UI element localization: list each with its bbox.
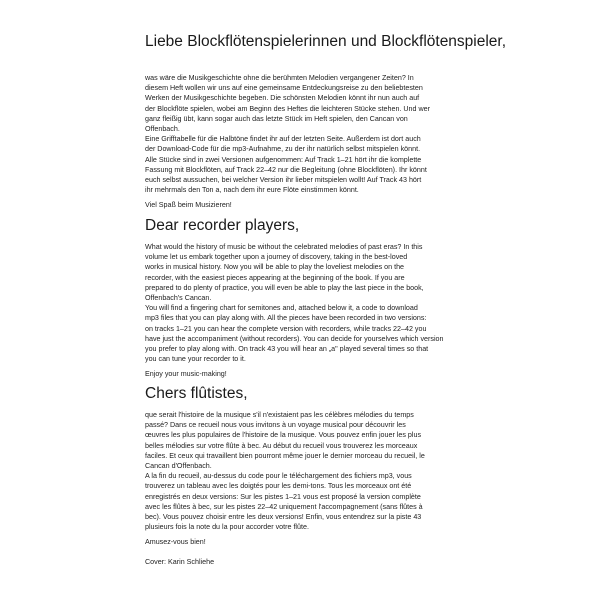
french-line: trouverez un tableau avec les doigtés pour les demi-tons. Tous les morceaux ont été [145, 482, 412, 491]
french-line: Cancan d'Offenbach. [145, 462, 212, 471]
german-heading: Liebe Blockflötenspielerinnen und Blockflötenspieler, [145, 33, 507, 50]
english-line: prepared to do plenty of practice, you will even be able to play the last piece in the book, [145, 283, 424, 292]
french-line: que serait l'histoire de la musique s'il n'existaient pas les célèbres mélodies du temps [145, 411, 414, 419]
french-line: passé? Dans ce recueil nous vous invitons à un voyage musical pour découvrir les [145, 421, 406, 430]
french-line: œuvres les plus populaires de l'histoire de la musique. Vous pouvez enfin jouer les plus [145, 431, 422, 440]
german-closing: Viel Spaß beim Musizieren! [145, 201, 232, 209]
english-line: mp3 files that you can play along with. All the pieces have been recorded in two versions: [145, 314, 427, 323]
french-line: belles mélodies sur votre flûte à bec. Au début du recueil vous trouverez les morceaux [145, 441, 418, 450]
english-line: Offenbach's Cancan. [145, 294, 212, 303]
english-line: volume let us embark together upon a journey of discovery, taking in the best-loved [145, 253, 408, 262]
french-line: avec les flûtes à bec, sur les pistes 22–42 uniquement l'accompagnement (sans flûtes à [145, 502, 423, 511]
french-line: faciles. Et ceux qui travaillent bien pourront même jouer le dernier morceau du recueil, le [145, 451, 425, 460]
german-line: Werken der Musikgeschichte begeben. Die schönsten Melodien könnt ihr nun auch auf [145, 94, 420, 103]
french-line: bec). Vous pouvez choisir entre les deux versions! Enfin, vous entendrez sur la piste 43 [145, 513, 422, 522]
english-closing: Enjoy your music-making! [145, 370, 227, 378]
french-closing: Amusez-vous bien! [145, 538, 206, 546]
french-heading: Chers flûtistes, [145, 385, 248, 402]
german-line: Eine Grifftabelle für die Halbtöne findet ihr auf der letzten Seite. Außerdem ist dort auch [145, 135, 421, 144]
english-line: recorder, with the easiest pieces appearing at the beginning of the book. If you are [145, 273, 405, 282]
german-line: der Blockflöte spielen, wobei am Beginn des Heftes die leichteren Stücke stehen. Und wer [145, 104, 430, 113]
german-line: diesem Heft wollen wir uns auf eine gemeinsame Entdeckungsreise zu den beliebtesten [145, 84, 423, 93]
german-line: Fassung mit Blockflöten, auf Track 22–42 nur die Begleitung (ohne Blockflöten). Ihr könnt [145, 165, 427, 174]
german-line: euch selbst aussuchen, bei welcher Version ihr lieber mitspielen wollt! Auf Track 43 hört [145, 176, 422, 185]
english-line: works in musical history. Now you will be able to play the loveliest melodies on the [145, 263, 405, 272]
english-line: you can tune your recorder to it. [145, 355, 246, 364]
french-line: A la fin du recueil, au-dessus du code pour le téléchargement des fichiers mp3, vous [145, 472, 412, 481]
german-paragraph [145, 73, 475, 195]
french-line: plusieurs fois la note du la pour accorder votre flûte. [145, 523, 309, 532]
english-line: have just the accompaniment (without recorders). You can decide for yourselves which version [145, 334, 444, 343]
english-line: you prefer to play along with. On track 43 you will hear an „a" played several times so that [145, 345, 429, 354]
french-line: enregistrés en deux versions: Sur les pistes 1–21 vous est proposé la version complète [145, 492, 421, 501]
cover-credit: Cover: Karin Schliehe [145, 558, 215, 566]
english-line: on tracks 1–21 you can hear the complete version with recorders, while tracks 22–42 you [145, 324, 427, 333]
german-line: ganz fleißig übt, kann sogar auch das letzte Stück im Heft spielen, den Cancan von [145, 114, 408, 123]
german-line: der Download-Code für die mp3-Aufnahme, zu der ihr natürlich selbst mitspielen könnt. [145, 145, 421, 154]
german-line: Alle Stücke sind in zwei Versionen aufgenommen: Auf Track 1–21 hört ihr die komplette [145, 155, 422, 164]
english-paragraph [145, 242, 475, 364]
french-paragraph [145, 410, 475, 532]
german-line: was wäre die Musikgeschichte ohne die berühmten Melodien vergangener Zeiten? In [145, 74, 414, 82]
english-line: You will find a fingering chart for semitones and, attached below it, a code to download [145, 304, 418, 313]
german-line: Offenbach. [145, 125, 180, 134]
english-line: What would the history of music be without the celebrated melodies of past eras? In this [145, 243, 423, 251]
german-line: ihr mehrmals den Ton a, nach dem ihr eure Flöte einstimmen könnt. [145, 186, 359, 195]
english-heading: Dear recorder players, [145, 217, 300, 234]
